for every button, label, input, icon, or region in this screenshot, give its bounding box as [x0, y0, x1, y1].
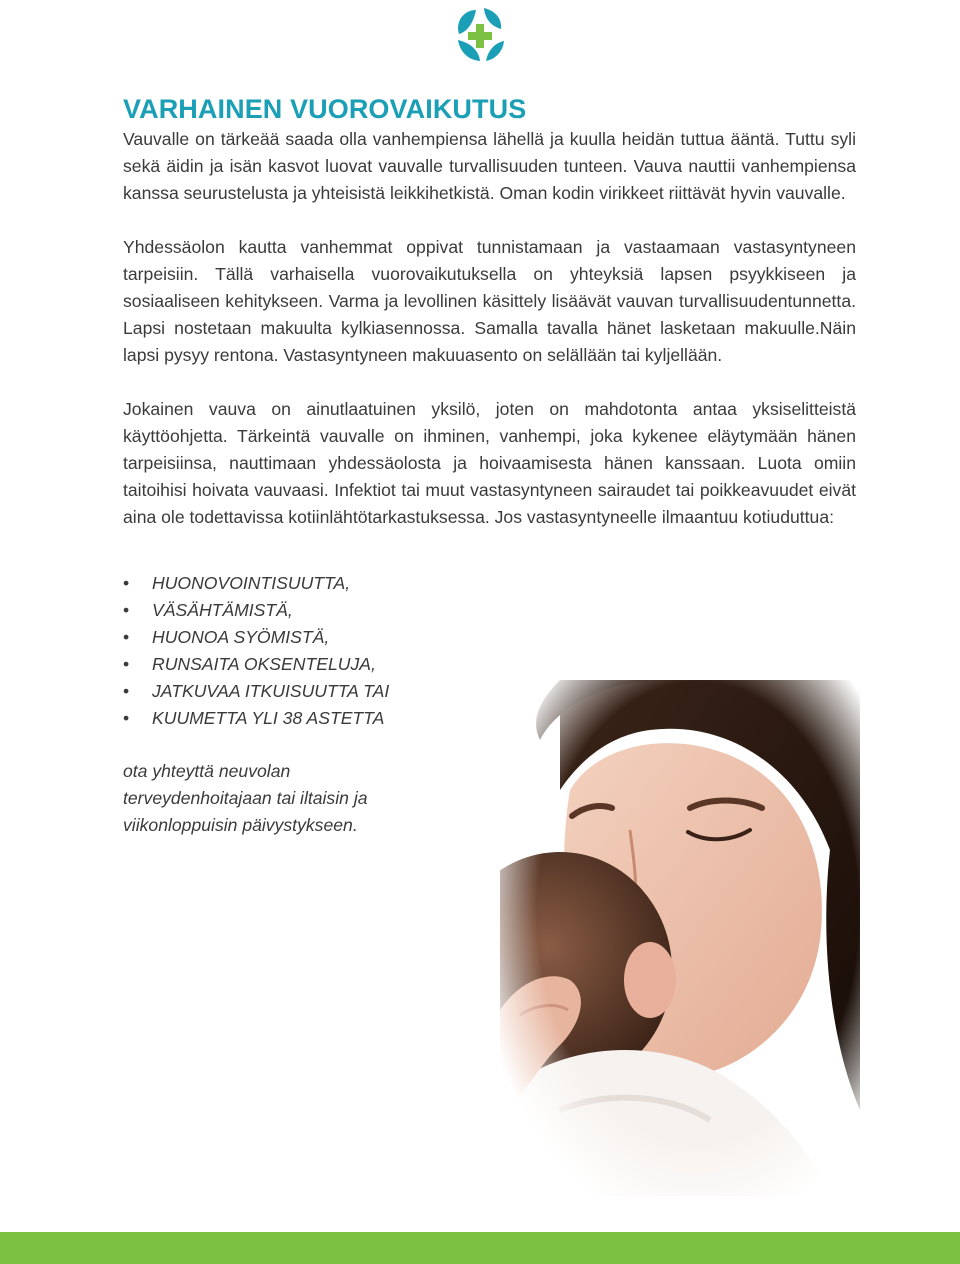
list-item	[123, 597, 856, 624]
bullet: •	[123, 707, 130, 728]
footer-bar	[0, 1232, 960, 1264]
bullet: •	[123, 680, 130, 701]
bullet: •	[123, 599, 130, 620]
leaf-cross-icon	[446, 4, 514, 66]
list-item	[123, 570, 856, 597]
list-item	[123, 651, 856, 678]
bullet: •	[123, 626, 130, 647]
bullet: •	[123, 572, 130, 593]
individuality-paragraph: Jokainen vauva on ainutlaatuinen yksilö, joten on mahdotonta antaa yksiselitteistä käyttöohjetta. Tärkeintä vauvalle on ihminen, vanhempi, joka kykenee eläytymään hänen tarpeisiinsa, nauttimaan yhdessäolosta ja hoivaamisesta hänen kanssaan. Luota omiin taitoihisi hoivata vauvaasi. Infektiot tai muut vastasyntyneen sairaudet tai poikkeavuudet eivät aina ole todettavissa kotiinlähtötarkastuksessa. Jos vastasyntyneelle ilmaantuu kotiuduttua:	[123, 398, 856, 528]
contact-instruction: ota yhteyttä neuvolan terveydenhoitajaan tai iltaisin ja viikonloppuisin päivystykseen.	[123, 760, 368, 835]
interaction-paragraph: Yhdessäolon kautta vanhemmat oppivat tunnistamaan ja vastaamaan vastasyntyneen tarpeisiin. Tällä varhaisella vuorovaikutuksella on yhteyksiä lapsen psyykkiseen ja sosiaaliseen kehitykseen. Varma ja levollinen käsittely lisäävät vauvan turvallisuudentunnetta. Lapsi nostetaan makuulta kylkiasennossa. Samalla tavalla hänet lasketaan makuulle.Näin lapsi pysyy rentona. Vastasyntyneen makuuasento on selällään tai kyljellään.	[123, 236, 856, 366]
intro-paragraph: Vauvalle on tärkeää saada olla vanhempiensa lähellä ja kuulla heidän tuttua ääntä. Tuttu syli sekä äidin ja isän kasvot luovat vauvalle turvallisuuden tunteen. Vauva nauttii vanhempiensa kanssa seurustelusta ja yhteisistä leikkihetkistä. Oman kodin virikkeet riittävät hyvin vauvalle.	[123, 129, 856, 204]
list-item	[123, 624, 856, 651]
bullet: •	[123, 653, 130, 674]
list-item-text: HUONOA SYÖMISTÄ,	[152, 626, 330, 647]
list-item-text: RUNSAITA OKSENTELUJA,	[152, 653, 376, 674]
list-item-text: JATKUVAA ITKUISUUTTA TAI	[152, 680, 390, 701]
mother-kissing-baby-photo	[500, 680, 860, 1196]
list-item-text: VÄSÄHTÄMISTÄ,	[152, 599, 293, 620]
list-item-text: KUUMETTA YLI 38 ASTETTA	[152, 707, 385, 728]
list-item-text: HUONOVOINTISUUTTA,	[152, 572, 351, 593]
page-title: VARHAINEN VUOROVAIKUTUS	[123, 94, 527, 124]
